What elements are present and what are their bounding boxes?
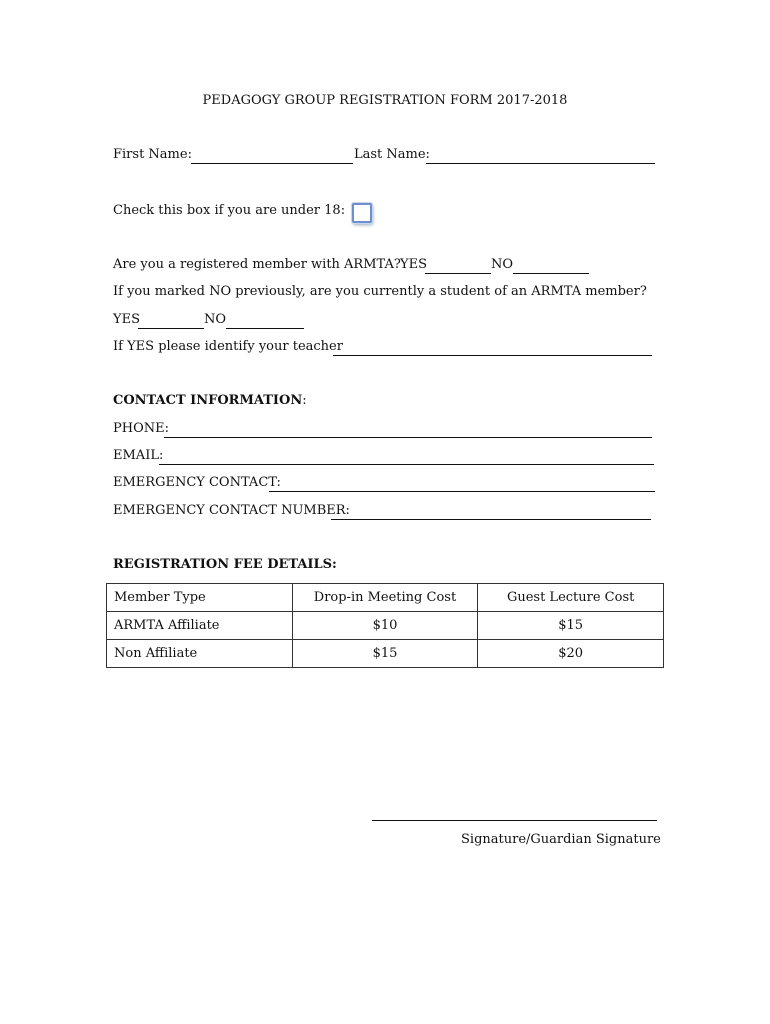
emergency-contact-field[interactable] bbox=[269, 491, 655, 492]
armta-no-label: NO bbox=[491, 257, 514, 272]
form-title: PEDAGOGY GROUP REGISTRATION FORM 2017-2018 bbox=[202, 93, 568, 108]
emergency-contact-label: EMERGENCY CONTACT: bbox=[113, 475, 281, 490]
teacher-field[interactable] bbox=[333, 355, 652, 356]
table-cell: $15 bbox=[292, 640, 478, 668]
teacher-label: If YES please identify your teacher bbox=[113, 339, 343, 354]
emergency-number-field[interactable] bbox=[331, 519, 651, 520]
phone-label: PHONE: bbox=[113, 421, 169, 436]
table-row bbox=[107, 612, 664, 640]
student-yes-field[interactable] bbox=[138, 328, 204, 329]
table-cell: Non Affiliate bbox=[107, 640, 293, 668]
email-label: EMAIL: bbox=[113, 448, 164, 463]
last-name-field[interactable] bbox=[426, 163, 655, 164]
armta-member-question: Are you a registered member with ARMTA? bbox=[113, 257, 401, 272]
phone-field[interactable] bbox=[164, 437, 652, 438]
student-no-field[interactable] bbox=[226, 328, 304, 329]
student-question: If you marked NO previously, are you currently a student of an ARMTA member? bbox=[113, 284, 647, 299]
armta-yes-field[interactable] bbox=[425, 273, 491, 274]
contact-heading: CONTACT INFORMATION: bbox=[113, 393, 307, 408]
fee-table bbox=[106, 583, 664, 668]
email-field[interactable] bbox=[159, 464, 654, 465]
under-18-label: Check this box if you are under 18: bbox=[113, 203, 346, 218]
table-row bbox=[107, 640, 664, 668]
header-drop-in-cost: Drop-in Meeting Cost bbox=[292, 584, 478, 612]
student-no-label: NO bbox=[204, 312, 227, 327]
first-name-field[interactable] bbox=[191, 163, 353, 164]
table-cell: $15 bbox=[478, 612, 664, 640]
first-name-label: First Name: bbox=[113, 147, 192, 162]
student-yes-label: YES bbox=[113, 312, 140, 327]
header-guest-lecture-cost: Guest Lecture Cost bbox=[478, 584, 664, 612]
fee-table-header-row bbox=[107, 584, 664, 612]
armta-no-field[interactable] bbox=[513, 273, 589, 274]
fee-heading: REGISTRATION FEE DETAILS: bbox=[113, 557, 337, 572]
signature-label: Signature/Guardian Signature bbox=[461, 832, 661, 847]
last-name-label: Last Name: bbox=[354, 147, 430, 162]
emergency-number-label: EMERGENCY CONTACT NUMBER: bbox=[113, 503, 350, 518]
signature-field[interactable] bbox=[372, 820, 657, 821]
under-18-checkbox[interactable] bbox=[352, 203, 372, 223]
table-cell: $10 bbox=[292, 612, 478, 640]
armta-yes-label: YES bbox=[400, 257, 427, 272]
table-cell: $20 bbox=[478, 640, 664, 668]
header-member-type: Member Type bbox=[107, 584, 293, 612]
table-cell: ARMTA Affiliate bbox=[107, 612, 293, 640]
